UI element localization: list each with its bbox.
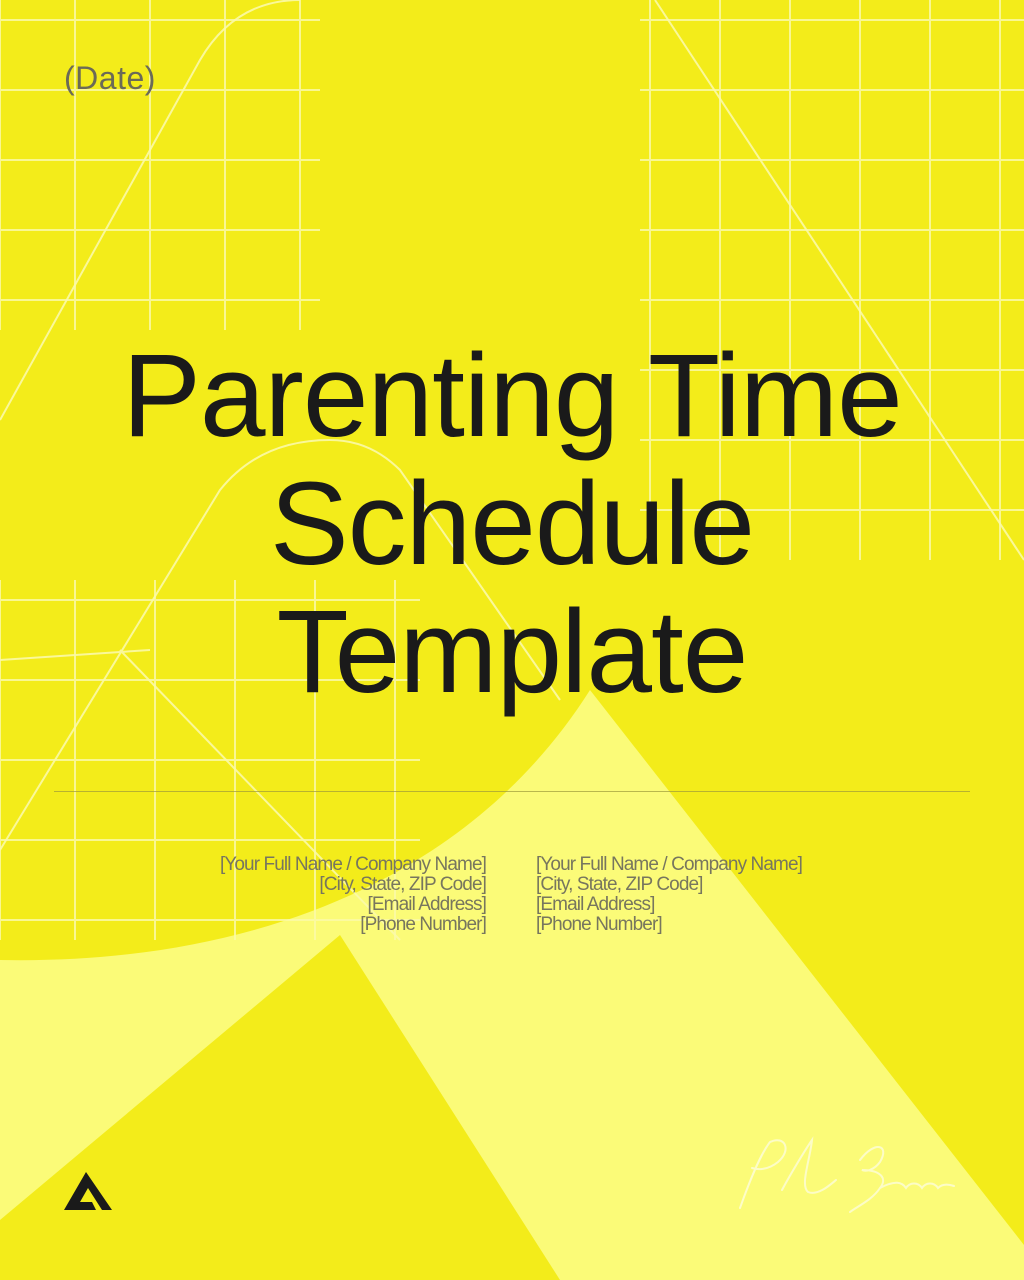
title-line-1: Parenting Time: [122, 330, 902, 462]
contact-left-name: [Your Full Name / Company Name]: [219, 854, 486, 875]
contact-left-email: [Email Address]: [367, 894, 486, 915]
page-title: [0, 332, 1024, 716]
title-line-3: Template: [276, 586, 748, 718]
divider-line: [54, 791, 970, 792]
contact-left-city: [City, State, ZIP Code]: [319, 874, 486, 895]
contact-right-name: [Your Full Name / Company Name]: [536, 854, 803, 875]
contact-right-email: [Email Address]: [536, 894, 655, 915]
brand-logo-icon: [62, 1168, 114, 1212]
title-line-2: Schedule: [269, 458, 755, 590]
date-placeholder: (Date): [64, 60, 156, 96]
contact-block-left: [220, 855, 486, 935]
contact-right-city: [City, State, ZIP Code]: [536, 874, 703, 895]
contact-left-phone: [Phone Number]: [360, 914, 486, 935]
contact-right-phone: [Phone Number]: [536, 914, 662, 935]
signature-icon: [730, 1130, 960, 1220]
contact-block-right: [536, 855, 802, 935]
